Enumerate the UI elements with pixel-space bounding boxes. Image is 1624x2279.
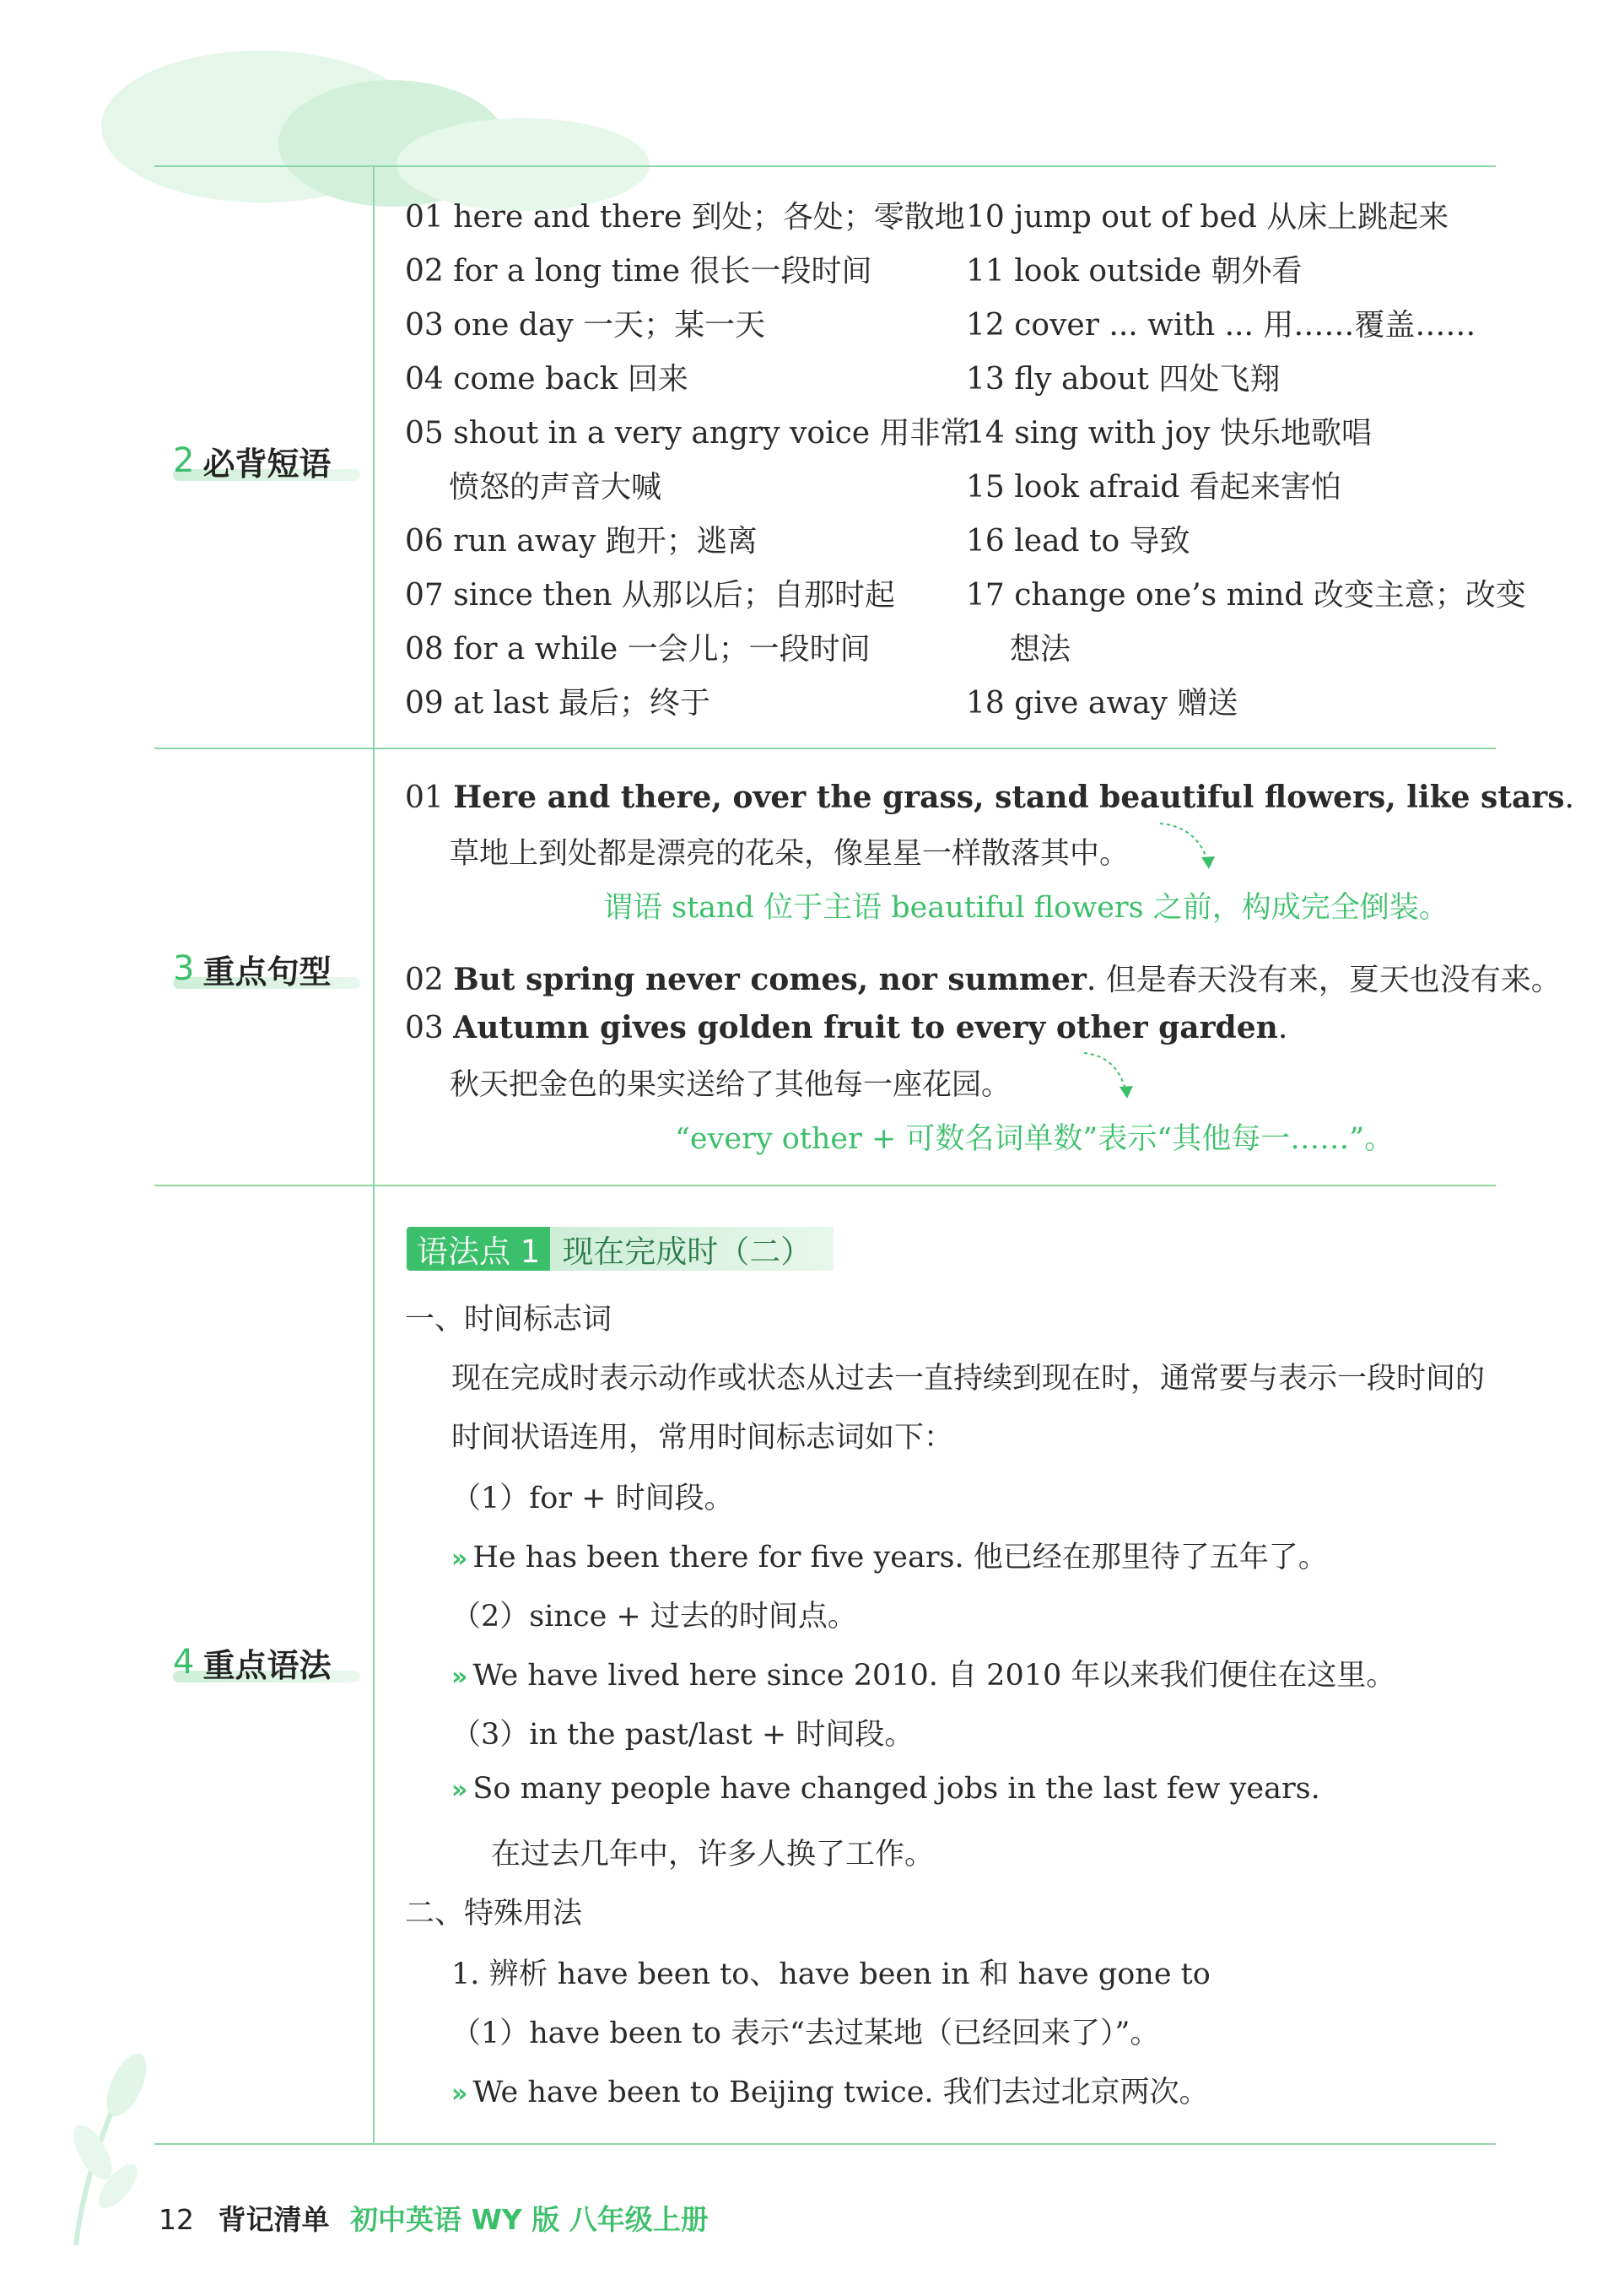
phrase-item: 06 run away 跑开；逃离	[405, 524, 758, 559]
section-number: 2	[173, 441, 195, 480]
rule-bottom	[154, 2143, 1496, 2145]
sentence-1-note: 谓语 stand 位于主语 beautiful flowers 之前，构成完全倒装。	[603, 891, 1449, 925]
book-subject: 初中英语 WY 版 八年级上册	[350, 2203, 709, 2236]
phrase-item: 09 at last 最后；终于	[405, 686, 710, 721]
grammar-paragraph: 时间状语连用，常用时间标志词如下：	[451, 1421, 954, 1455]
sentence-3: 03 Autumn gives golden fruit to every other garden.	[405, 1010, 1288, 1045]
phrase-list-left	[405, 191, 970, 731]
example-text: He has been there for five years. 他已经在那里待了五年了。	[472, 1541, 1328, 1574]
example-text: We have been to Beijing twice. 我们去过北京两次。	[472, 2076, 1209, 2109]
example-text: So many people have changed jobs in the last few years.	[472, 1772, 1320, 1806]
phrase-item-continued: 愤怒的声音大喊	[449, 470, 662, 505]
sentence-english: Autumn gives golden fruit to every other garden	[453, 1010, 1278, 1045]
grammar-point-tag: 语法点 1	[407, 1227, 550, 1271]
phrase-item: 18 give away 赠送	[966, 686, 1238, 721]
grammar-example	[451, 1652, 1395, 1694]
sentence-3-note: “every other + 可数名词单数”表示“其他每一……”。	[675, 1122, 1395, 1156]
phrase-item: 07 since then 从那以后；自那时起	[405, 578, 895, 613]
rule-phrases-bottom	[154, 748, 1496, 749]
section-label-sentences	[173, 945, 363, 992]
double-chevron-icon: »	[451, 1544, 468, 1574]
section-title: 重点语法	[202, 1646, 332, 1684]
phrase-item: 05 shout in a very angry voice 用非常	[405, 416, 971, 451]
rule-top	[154, 165, 1496, 167]
example-text: We have lived here since 2010. 自 2010 年以来我们便住在这里。	[472, 1659, 1396, 1693]
phrase-item: 03 one day 一天；某一天	[405, 308, 766, 343]
phrase-item: 11 look outside 朝外看	[966, 254, 1303, 289]
double-chevron-icon: »	[451, 2079, 468, 2109]
sentence-number: 01	[405, 780, 444, 815]
sentence-translation: 但是春天没有来，夏天也没有来。	[1105, 963, 1562, 997]
phrase-item: 04 come back 回来	[405, 362, 688, 397]
plant-decoration-icon	[25, 2026, 177, 2245]
sentence-number: 02	[405, 963, 444, 997]
grammar-example-translation: 在过去几年中，许多人换了工作。	[491, 1838, 935, 1871]
grammar-rule: （3）in the past/last + 时间段。	[451, 1718, 915, 1752]
phrase-item: 16 lead to 导致	[966, 524, 1190, 559]
grammar-rule: （1）have been to 表示“去过某地（已经回来了）”。	[451, 2017, 1160, 2050]
section-label-grammar	[173, 1639, 363, 1686]
sentence-1-translation: 草地上到处都是漂亮的花朵，像星星一样散落其中。	[450, 837, 1130, 871]
sentence-number: 03	[405, 1011, 444, 1045]
grammar-heading-1: 一、时间标志词	[405, 1303, 612, 1337]
page-number: 12	[159, 2203, 194, 2236]
curved-arrow-icon	[1156, 817, 1223, 876]
phrase-item: 02 for a long time 很长一段时间	[405, 254, 872, 289]
phrase-item: 15 look afraid 看起来害怕	[966, 470, 1341, 505]
grammar-point-badge	[407, 1225, 834, 1272]
grammar-example	[451, 1534, 1328, 1576]
grammar-rule: （2）since + 过去的时间点。	[451, 1600, 857, 1634]
double-chevron-icon: »	[451, 1662, 468, 1692]
section-number: 3	[173, 949, 195, 988]
book-title: 背记清单	[218, 2203, 330, 2236]
grammar-paragraph: 现在完成时表示动作或状态从过去一直持续到现在时，通常要与表示一段时间的	[451, 1362, 1486, 1396]
sentence-english: But spring never comes, nor summer	[453, 962, 1087, 997]
phrase-item: 01 here and there 到处；各处；零散地	[405, 200, 965, 235]
grammar-heading-2: 二、特殊用法	[405, 1897, 583, 1931]
sentence-1: 01 Here and there, over the grass, stand beautiful flowers, like stars.	[405, 780, 1574, 815]
sentence-english: Here and there, over the grass, stand beautiful flowers, like stars	[453, 780, 1565, 815]
grammar-rule: （1）for + 时间段。	[451, 1482, 734, 1515]
rule-sentences-bottom	[154, 1185, 1496, 1186]
phrase-item-continued: 想法	[1010, 632, 1071, 667]
phrase-item: 13 fly about 四处飞翔	[966, 362, 1281, 397]
page-footer	[159, 2198, 709, 2238]
sentence-2: 02 But spring never comes, nor summer. 但是春天没有来，夏天也没有来。	[405, 962, 1562, 997]
grammar-point-title: 现在完成时（二）	[550, 1227, 834, 1271]
section-number: 4	[173, 1643, 195, 1682]
phrase-item: 12 cover ... with ... 用……覆盖……	[966, 308, 1476, 343]
phrase-item: 10 jump out of bed 从床上跳起来	[966, 200, 1449, 235]
phrase-item: 08 for a while 一会儿；一段时间	[405, 632, 871, 667]
section-title: 必背短语	[202, 445, 332, 483]
phrase-item: 14 sing with joy 快乐地歌唱	[966, 416, 1372, 451]
curved-arrow-icon	[1080, 1046, 1147, 1105]
grammar-example	[451, 2069, 1209, 2111]
section-label-phrases	[173, 437, 363, 484]
phrase-list-right	[966, 191, 1526, 731]
column-divider	[373, 165, 375, 2145]
section-title: 重点句型	[202, 953, 332, 991]
phrase-item: 17 change one’s mind 改变主意；改变	[966, 578, 1526, 613]
grammar-example	[451, 1772, 1320, 1806]
sentence-3-translation: 秋天把金色的果实送给了其他每一座花园。	[450, 1068, 1012, 1102]
double-chevron-icon: »	[451, 1775, 468, 1805]
grammar-paragraph: 1. 辨析 have been to、have been in 和 have gone to	[451, 1958, 1211, 1991]
